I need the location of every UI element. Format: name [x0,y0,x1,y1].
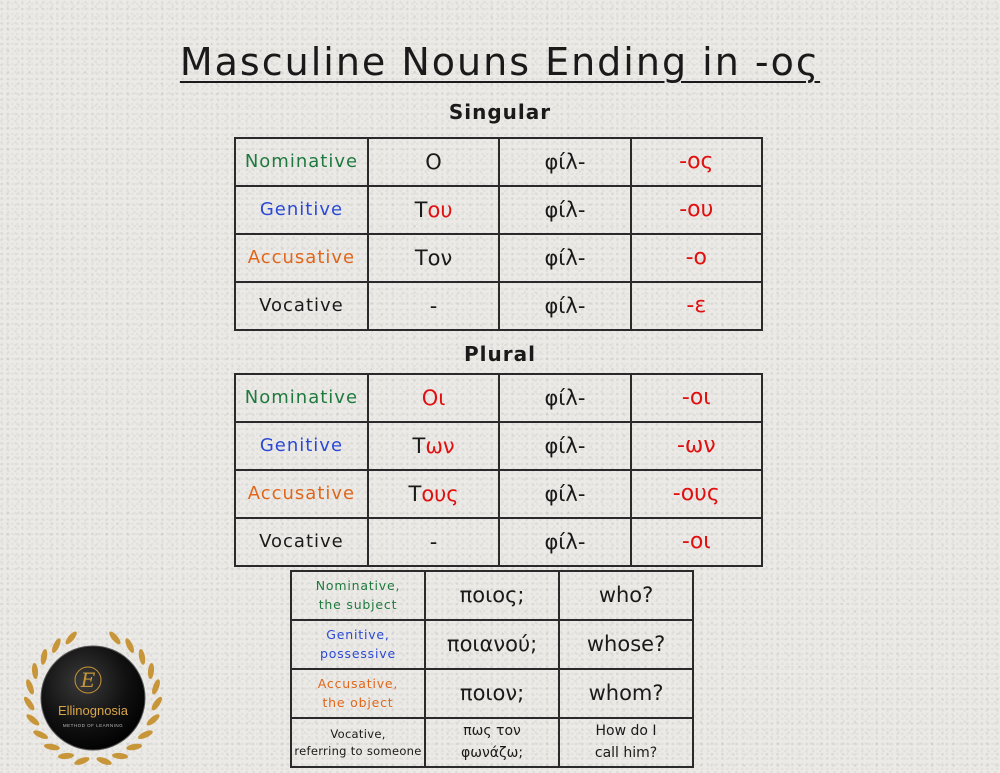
stem-cell: φίλ- [499,518,630,566]
english-question [559,669,693,718]
logo-name: Ellinognosia [57,703,129,718]
laurel-leaf [50,637,62,654]
laurel-leaf [96,755,113,766]
ending-cell: -ων [631,422,762,470]
laurel-leaf [150,678,161,695]
table-row [235,186,762,234]
laurel-leaf [73,755,90,766]
ending-cell: -ου [631,186,762,234]
laurel-leaf [58,752,74,759]
stem-cell: φίλ- [499,470,630,518]
laurel-leaf [145,712,161,727]
ending-cell: -οι [631,518,762,566]
table-row [291,718,693,767]
article-ending: ους [421,481,459,506]
article-text: Ο [425,149,442,174]
laurel-leaf [126,743,143,752]
article-cell [368,282,499,330]
case-description-line: Genitive, [326,627,390,643]
case-description-line: Vocative, [330,726,386,741]
english-question-line: whom? [588,681,664,706]
stem-cell: φίλ- [499,186,630,234]
case-label: Genitive [235,186,368,234]
table-row [235,138,762,186]
stem-cell: φίλ- [499,282,630,330]
article-text: Τ [414,197,428,222]
english-question-line: call him? [594,744,658,761]
ending-cell: -οι [631,374,762,422]
laurel-leaf [40,649,49,666]
plural-heading: Plural [464,342,536,366]
article-text: - [429,529,438,554]
case-label: Nominative [235,374,368,422]
table-row [235,234,762,282]
singular-heading: Singular [448,100,552,124]
laurel-leaf [22,695,36,712]
laurel-leaf [64,630,79,646]
ending-cell: -ος [631,138,762,186]
laurel-leaf [44,743,61,752]
article-cell [368,518,499,566]
ending-cell: -ε [631,282,762,330]
table-row [235,422,762,470]
laurel-leaf [150,695,164,712]
case-label: Accusative [235,234,368,282]
stem-cell: φίλ- [499,422,630,470]
singular-table [234,137,763,331]
table-row [235,470,762,518]
plural-table [234,373,763,567]
logo-tagline: METHOD OF LEARNING [62,723,124,728]
case-description-line: the subject [318,596,398,612]
laurel-leaf [31,663,38,679]
stem-cell: φίλ- [499,374,630,422]
case-label: Genitive [235,422,368,470]
article-ending: Οι [421,385,446,410]
greek-question [425,669,559,718]
english-question-line: who? [598,583,654,608]
article-cell [368,234,499,282]
case-description [291,571,425,620]
greek-question-line: φωνάζω; [461,744,524,761]
laurel-leaf [137,729,154,741]
laurel-leaf [124,637,136,654]
article-cell [368,470,499,518]
article-text: - [429,293,438,318]
greek-question-line: ποιανού; [446,632,538,657]
greek-question-line: ποιος; [459,583,525,608]
case-label: Vocative [235,518,368,566]
ending-cell: -ους [631,470,762,518]
case-label: Nominative [235,138,368,186]
article-cell [368,422,499,470]
article-cell [368,138,499,186]
laurel-leaf [147,663,154,679]
greek-question [425,718,559,767]
english-question-line: whose? [586,632,666,657]
case-description-line: referring to someone [294,743,422,758]
case-label: Vocative [235,282,368,330]
logo-initial: E [80,668,96,692]
case-description-line: Accusative, [317,676,399,692]
table-row [235,518,762,566]
table-row [291,571,693,620]
case-description-line: Nominative, [315,578,401,594]
english-question [559,718,693,767]
greek-question [425,620,559,669]
english-question [559,571,693,620]
page-title: Masculine Nouns Ending in -ος [179,40,821,84]
english-question [559,620,693,669]
table-row [291,620,693,669]
table-row [235,374,762,422]
stem-cell: φίλ- [499,138,630,186]
article-text: Τ [408,481,422,506]
case-description [291,718,425,767]
laurel-leaf [112,752,128,759]
laurel-leaf [24,678,35,695]
article-ending: ων [425,433,455,458]
laurel-leaf [32,729,49,741]
greek-question-line: πως τον [463,722,521,739]
english-question-line: How do I [595,722,657,739]
question-words-table [290,570,694,768]
laurel-leaf [138,649,147,666]
case-description [291,669,425,718]
table-row [235,282,762,330]
stem-cell: φίλ- [499,234,630,282]
case-label: Accusative [235,470,368,518]
case-description-line: possessive [320,645,396,661]
greek-question-line: ποιον; [459,681,525,706]
article-cell [368,186,499,234]
table-row [291,669,693,718]
article-cell [368,374,499,422]
ending-cell: -ο [631,234,762,282]
greek-question [425,571,559,620]
laurel-leaf [107,630,122,646]
article-text: Τον [414,245,453,270]
article-text: Τ [412,433,426,458]
laurel-leaf [25,712,41,727]
case-description [291,620,425,669]
case-description-line: the object [322,694,394,710]
logo [8,628,178,773]
logo-emblem [41,646,145,750]
article-ending: ου [427,197,453,222]
